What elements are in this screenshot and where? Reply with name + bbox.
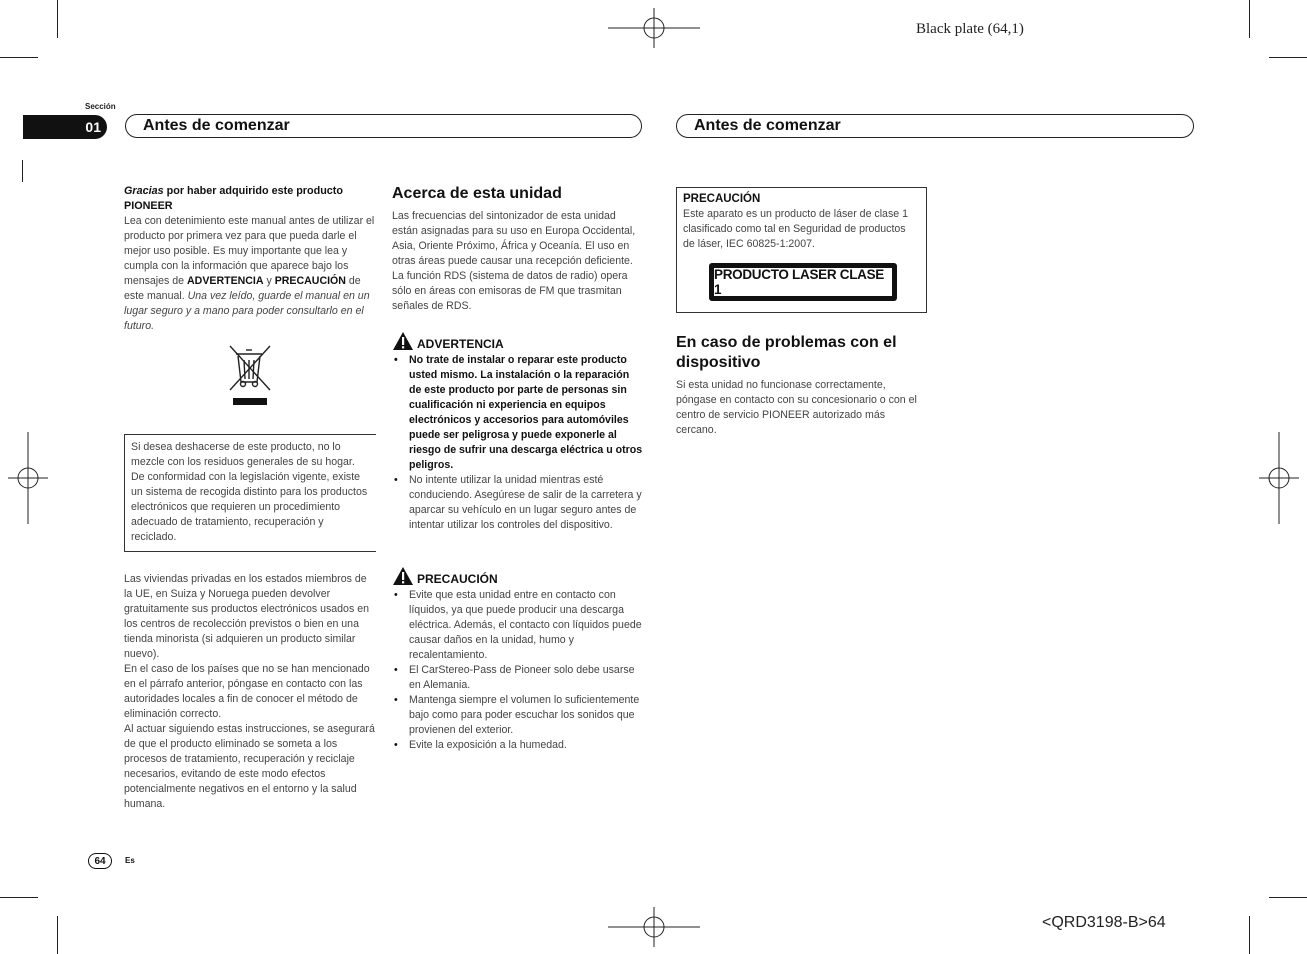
thanks-section — [124, 184, 376, 334]
thanks-title-brand: PIONEER — [124, 200, 173, 212]
about-text: Las frecuencias del sintonizador de esta unidad están asignadas para su uso en Europa Occidental, Asia, Oriente Próximo, África y Oceanía. El uso en otras áreas puede causar una recepción deficiente. La función RDS (sistema de datos de radio) opera sólo en áreas con emisoras de FM que trasmitan señales de RDS. — [392, 210, 636, 312]
households-paragraph: Al actuar siguiendo estas instrucciones, se asegurará de que el producto eliminado se someta a los procesos de tratamiento, recuperación y reciclaje necesarios, evitando de este modo efectos potencialmente negativos en el entorno y la salud humana. — [124, 723, 375, 810]
plate-label: Black plate (64,1) — [916, 21, 1024, 37]
crop-mark — [0, 897, 38, 898]
problems-title: En caso de problemas con el dispositivo — [676, 334, 897, 371]
caution-heading — [392, 566, 644, 586]
section-label: Sección — [85, 102, 116, 111]
laser-class-label — [709, 263, 897, 301]
caution-section — [392, 566, 644, 753]
caution-item: • Evite la exposición a la humedad. — [392, 738, 644, 753]
laser-class-label-text: PRODUCTO LASER CLASE 1 — [714, 268, 892, 296]
registration-mark-top — [608, 8, 700, 48]
crop-mark — [1269, 897, 1307, 898]
warning-list-bold — [392, 353, 644, 473]
warning-title: ADVERTENCIA — [417, 337, 504, 351]
warning-heading — [392, 331, 644, 351]
crop-mark — [1249, 0, 1250, 38]
thanks-advertencia: ADVERTENCIA — [187, 275, 264, 287]
problems-section — [676, 333, 928, 438]
thanks-text: Lea con detenimiento este manual antes de utilizar el producto por primera vez para que pueda darle el mejor uso posible. Es muy importante que lea y cumpla con la información que aparece bajo los mensajes de — [124, 215, 375, 287]
page-number-badge — [88, 853, 112, 869]
thanks-and: y — [263, 275, 275, 287]
disposal-box-text: Si desea deshacerse de este producto, no lo mezcle con los residuos generales de su hogar. De conformidad con la legislación vigente, existe un sistema de recogida distinto para los productos electrónicos que requieren un procedimiento adecuado de tratamiento, recuperación y reciclado. — [131, 441, 368, 543]
section-number: 01 — [85, 119, 101, 135]
crop-mark — [57, 0, 58, 38]
header-right-title: Antes de comenzar — [694, 117, 841, 134]
thanks-title-italic: Gracias — [124, 185, 164, 197]
page-number: 64 — [94, 855, 106, 867]
caution-title: PRECAUCIÓN — [417, 572, 498, 586]
crop-mark — [1269, 57, 1307, 58]
disposal-box — [124, 434, 376, 552]
thanks-title — [124, 184, 376, 214]
crop-mark — [0, 57, 38, 58]
header-left-title: Antes de comenzar — [143, 117, 290, 134]
caution-list — [392, 588, 644, 753]
thanks-text-end: de este manual. — [124, 275, 361, 302]
language-code: Es — [125, 856, 135, 865]
caution-item: • El CarStereo-Pass de Pioneer solo debe usarse en Alemania. — [392, 663, 644, 693]
warning-triangle-icon — [392, 566, 414, 586]
crop-mark — [1249, 916, 1250, 954]
thanks-title-rest: por haber adquirido este producto — [163, 185, 343, 197]
caution-item: • Evite que esta unidad entre en contacto con líquidos, ya que puede producir una descarga eléctrica. Además, el contacto con líquidos puede causar daños en la unidad, humo y recalentamiento. — [392, 588, 644, 663]
registration-mark-right — [1259, 432, 1299, 524]
crop-mark — [22, 160, 23, 182]
warning-section — [392, 331, 644, 533]
households-paragraph: Las viviendas privadas en los estados miembros de la UE, en Suiza y Noruega pueden devolver gratuitamente sus productos electrónicos usados en los centros de recolección previstos o bien en una tienda minorista (si adquieren un producto similar nuevo). — [124, 573, 369, 660]
thanks-italic-note: Una vez leído, guarde el manual en un lugar seguro y a mano para poder consultarlo en el futuro. — [124, 290, 370, 332]
document-code: <QRD3198-B>64 — [1042, 914, 1166, 931]
warning-triangle-icon — [392, 331, 414, 351]
about-title: Acerca de esta unidad — [392, 185, 562, 202]
laser-caution-box — [676, 187, 927, 313]
crossed-out-bin-icon — [226, 344, 274, 408]
laser-caution-title: PRECAUCIÓN — [683, 193, 761, 205]
registration-mark-bottom — [608, 907, 700, 947]
caution-item: • Mantenga siempre el volumen lo suficientemente bajo como para poder escuchar los sonidos que provienen del exterior. — [392, 693, 644, 738]
about-section — [392, 184, 644, 314]
warning-item: • No intente utilizar la unidad mientras esté conduciendo. Asegúrese de salir de la carretera y aparcar su vehículo en un lugar seguro antes de intentar utilizar los controles del dispositivo. — [392, 473, 644, 533]
header-right — [676, 114, 1194, 138]
laser-caution-text: Este aparato es un producto de láser de clase 1 clasificado como tal en Seguridad de productos de láser, IEC 60825-1:2007. — [683, 208, 908, 250]
warning-item: • No trate de instalar o reparar este producto usted mismo. La instalación o la reparación de este producto por parte de personas sin cualificación ni experiencia en equipos electrónicos y accesorios para automóviles puede ser peligrosa y puede exponerle al riesgo de sufrir una descarga eléctrica u otros peligros. — [392, 353, 644, 473]
households-section — [124, 572, 376, 812]
thanks-precaucion: PRECAUCIÓN — [274, 275, 346, 287]
warning-list — [392, 473, 644, 533]
thanks-paragraph — [124, 214, 376, 334]
header-left — [125, 114, 642, 138]
households-paragraph: En el caso de los países que no se han mencionado en el párrafo anterior, póngase en contacto con las autoridades locales a fin de conocer el método de eliminación correcto. — [124, 663, 370, 720]
registration-mark-left — [8, 432, 48, 524]
crop-mark — [57, 916, 58, 954]
problems-text: Si esta unidad no funcionase correctamente, póngase en contacto con su concesionario o con el centro de servicio PIONEER autorizado más cercano. — [676, 379, 917, 436]
section-number-badge — [23, 115, 107, 139]
